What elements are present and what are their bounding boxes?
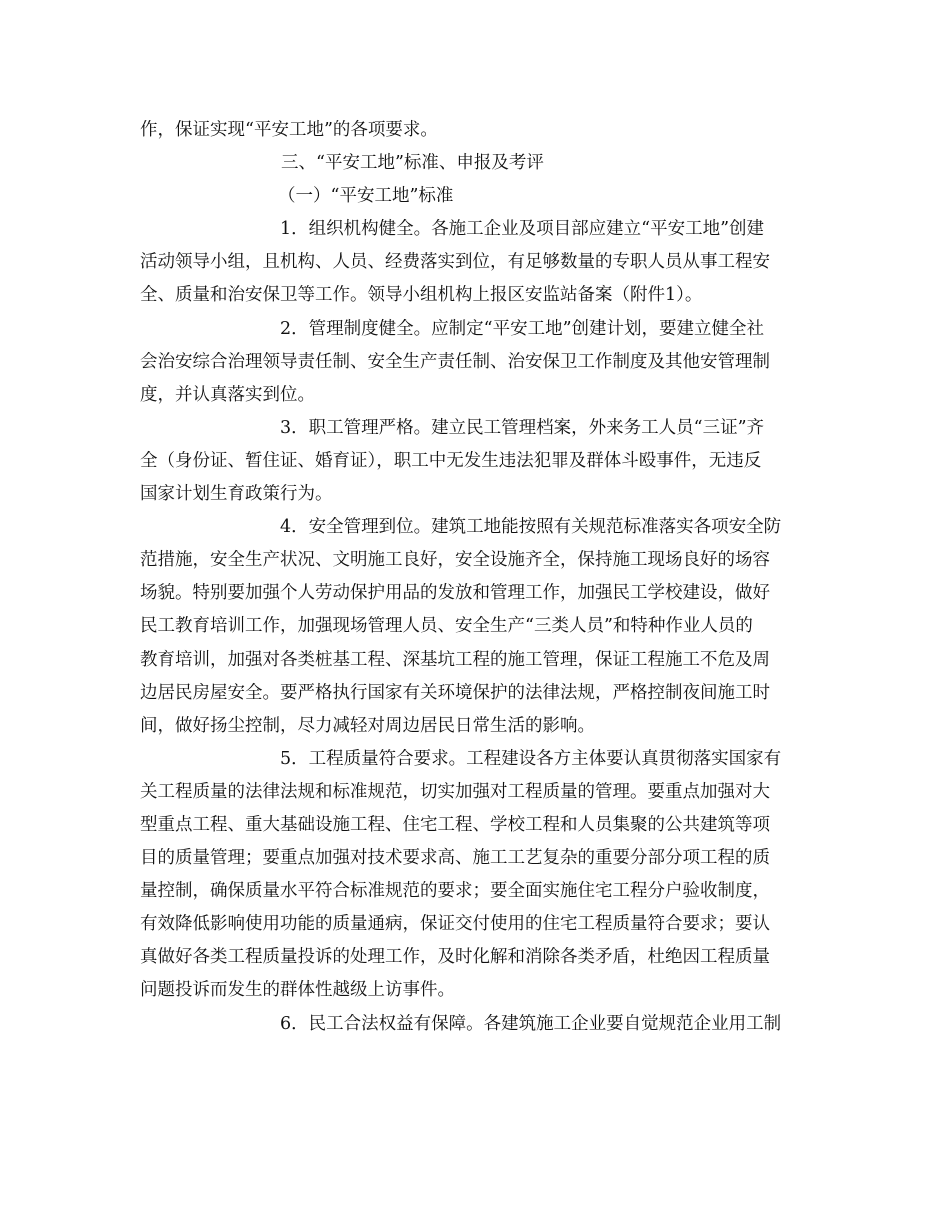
paragraph-line: 5．工程质量符合要求。工程建设各方主体要认真贯彻落实国家有 [280, 748, 782, 769]
paragraph-line: 全、质量和治安保卫等工作。领导小组机构上报区安监站备案（附件1）。 [140, 285, 703, 306]
paragraph-list [140, 213, 816, 1040]
paragraph-line: 场貌。特别要加强个人劳动保护用品的发放和管理工作，加强民工学校建设，做好 [140, 583, 770, 604]
paragraph-line: 国家计划生育政策行为。 [140, 484, 333, 505]
subsection-heading: （一）“平安工地”标准 [278, 186, 454, 207]
paragraph-line: 边居民房屋安全。要严格执行国家有关环境保护的法律法规，严格控制夜间施工时 [140, 682, 770, 703]
paragraph-line: 民工教育培训工作，加强现场管理人员、安全生产“三类人员”和特种作业人员的 [140, 616, 753, 637]
paragraph-line: 有效降低影响使用功能的质量通病，保证交付使用的住宅工程质量符合要求；要认 [140, 914, 770, 935]
section-heading: 三、“平安工地”标准、申报及考评 [281, 153, 544, 174]
paragraph-line: 4．安全管理到位。建筑工地能按照有关规范标准落实各项安全防 [280, 517, 782, 538]
paragraph [140, 743, 816, 1008]
paragraph-line: 目的质量管理；要重点加强对技术要求高、施工工艺复杂的重要分部分项工程的质 [140, 848, 770, 869]
lead-line: 作，保证实现“平安工地”的各项要求。 [140, 120, 438, 140]
paragraph-line: 问题投诉而发生的群体性越级上访事件。 [140, 980, 455, 1001]
paragraph-line: 教育培训，加强对各类桩基工程、深基坑工程的施工管理，保证工程施工不危及周 [140, 649, 770, 670]
paragraph-line: 全（身份证、暂住证、婚育证），职工中无发生违法犯罪及群体斗殴事件，无违反 [140, 450, 762, 471]
paragraph-line: 会治安综合治理领导责任制、安全生产责任制、治安保卫工作制度及其他安管理制 [140, 351, 770, 372]
paragraph-line: 型重点工程、重大基础设施工程、住宅工程、学校工程和人员集聚的公共建筑等项 [140, 814, 770, 835]
paragraph-line: 活动领导小组，且机构、人员、经费落实到位，有足够数量的专职人员从事工程安 [140, 252, 770, 273]
paragraph [140, 313, 816, 412]
paragraph-line: 真做好各类工程质量投诉的处理工作，及时化解和消除各类矛盾，杜绝因工程质量 [140, 947, 770, 968]
paragraph-line: 2．管理制度健全。应制定“平安工地”创建计划，要建立健全社 [280, 318, 765, 339]
paragraph-line: 6．民工合法权益有保障。各建筑施工企业要自觉规范企业用工制 [280, 1013, 782, 1034]
document-page [140, 114, 816, 1041]
paragraph-line: 3．职工管理严格。建立民工管理档案，外来务工人员“三证”齐 [280, 417, 765, 438]
paragraph [140, 412, 816, 511]
paragraph [140, 511, 816, 743]
paragraph-line: 范措施，安全生产状况、文明施工良好，安全设施齐全，保持施工现场良好的场容 [140, 550, 770, 571]
paragraph [140, 1008, 816, 1041]
paragraph [140, 213, 816, 312]
paragraph-line: 1．组织机构健全。各施工企业及项目部应建立“平安工地”创建 [280, 219, 765, 240]
paragraph-line: 量控制，确保质量水平符合标准规范的要求；要全面实施住宅工程分户验收制度， [140, 881, 770, 902]
paragraph-line: 关工程质量的法律法规和标准规范，切实加强对工程质量的管理。要重点加强对大 [140, 781, 770, 802]
paragraph-line: 度，并认真落实到位。 [140, 384, 315, 405]
paragraph-line: 间，做好扬尘控制，尽力减轻对周边居民日常生活的影响。 [140, 715, 595, 736]
